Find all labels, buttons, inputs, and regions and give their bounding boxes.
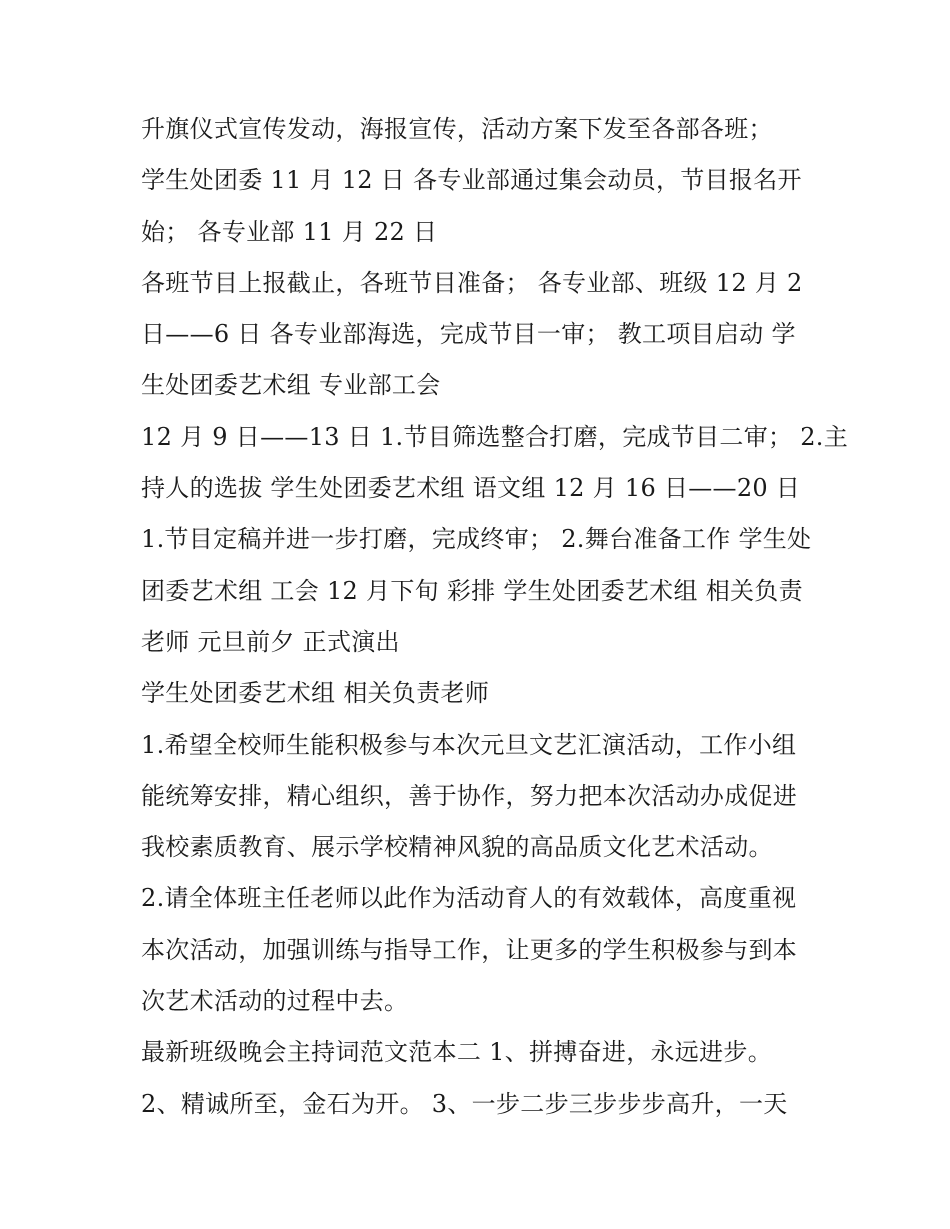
- text-line: 老师 元旦前夕 正式演出: [141, 627, 400, 656]
- text-line: 生处团委艺术组 专业部工会: [141, 371, 441, 400]
- text-line: 12 月 9 日——13 日 1.节目筛选整合打磨，完成节目二审； 2.主: [141, 422, 849, 451]
- text-line: 各班节目上报截止，各班节目准备； 各专业部、班级 12 月 2: [141, 268, 803, 297]
- text-line: 持人的选拔 学生处团委艺术组 语文组 12 月 16 日——20 日: [141, 474, 801, 503]
- text-line: 我校素质教育、展示学校精神风貌的高品质文化艺术活动。: [141, 833, 773, 862]
- text-line: 2.请全体班主任老师以此作为活动育人的有效载体，高度重视: [141, 884, 797, 913]
- text-line: 本次活动，加强训练与指导工作，让更多的学生积极参与到本: [141, 935, 798, 964]
- text-line: 2、精诚所至，金石为开。 3、一步二步三步步步高升，一天: [141, 1089, 788, 1118]
- document-body: [141, 104, 849, 1130]
- text-line: 最新班级晚会主持词范文范本二 1、拼搏奋进，永远进步。: [141, 1038, 772, 1067]
- text-line: 升旗仪式宣传发动，海报宣传，活动方案下发至各部各班；: [141, 115, 773, 143]
- text-line: 1.希望全校师生能积极参与本次元旦文艺汇演活动，工作小组: [141, 730, 797, 759]
- text-line: 团委艺术组 工会 12 月下旬 彩排 学生处团委艺术组 相关负责: [141, 576, 803, 605]
- text-line: 学生处团委 11 月 12 日 各专业部通过集会动员，节目报名开: [141, 166, 802, 195]
- text-line: 次艺术活动的过程中去。: [141, 987, 409, 1016]
- text-line: 日——6 日 各专业部海选，完成节目一审； 教工项目启动 学: [141, 320, 796, 349]
- text-line: 能统筹安排，精心组织，善于协作，努力把本次活动办成促进: [141, 781, 798, 810]
- text-line: 学生处团委艺术组 相关负责老师: [141, 679, 490, 708]
- text-line: 始； 各专业部 11 月 22 日: [141, 217, 438, 246]
- text-line: 1.节目定稿并进一步打磨，完成终审； 2.舞台准备工作 学生处: [141, 525, 812, 554]
